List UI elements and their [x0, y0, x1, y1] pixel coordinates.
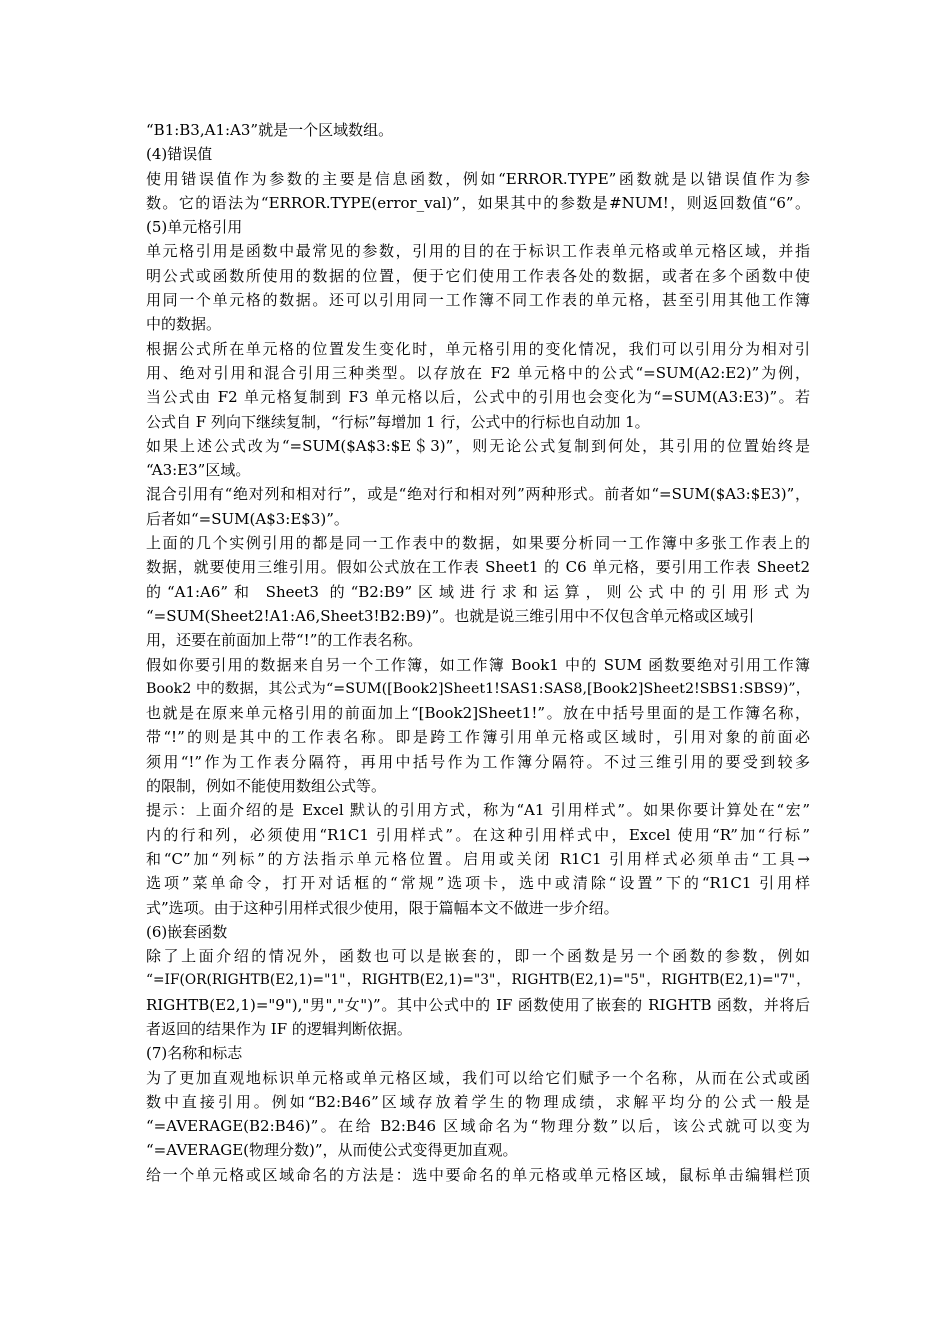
text-line: 数中直接引用。例如“B2:B46”区域存放着学生的物理成绩，求解平均分的公式一般是: [146, 1092, 810, 1111]
text-line: 的“A1:A6”和 Sheet3 的“B2:B9”区域进行求和运算，则公式中的引用形式为: [146, 582, 810, 601]
section-heading-error-value: (4)错误值: [146, 145, 213, 164]
text-line: “=AVERAGE(物理分数)”，从而使公式变得更加直观。: [146, 1141, 518, 1160]
section-heading-names-and-labels: (7)名称和标志: [146, 1044, 243, 1063]
text-line: Book2 中的数据，其公式为“=SUM([Book2]Sheet1!SAS1:SAS8,[Book2]Sheet2!SBS1:SBS9)”，: [146, 680, 810, 697]
text-line: 如果上述公式改为“=SUM($A$3:$E＄3)”，则无论公式复制到何处，其引用的位置始终是: [146, 436, 810, 455]
text-line: 混合引用有“绝对列和相对行”，或是“绝对行和相对列”两种形式。前者如“=SUM($A3:$E3)”，: [146, 485, 810, 504]
text-line: 式”选项。由于这种引用样式很少使用，限于篇幅本文不做进一步介绍。: [146, 898, 619, 917]
text-line: 单元格引用是函数中最常见的参数，引用的目的在于标识工作表单元格或单元格区域，并指: [146, 242, 810, 261]
text-line: 根据公式所在单元格的位置发生变化时，单元格引用的变化情况，我们可以引用分为相对引: [146, 339, 810, 358]
text-line: 用、绝对引用和混合引用三种类型。以存放在 F2 单元格中的公式“=SUM(A2:E2)”为例，: [146, 363, 810, 382]
text-line: 当公式由 F2 单元格复制到 F3 单元格以后，公式中的引用也会变化为“=SUM(A3:E3)”。若: [146, 388, 810, 407]
section-heading-nested-functions: (6)嵌套函数: [146, 922, 228, 941]
text-line: 数据，就要使用三维引用。假如公式放在工作表 Sheet1 的 C6 单元格，要引用工作表 Sheet2: [146, 558, 810, 577]
text-line: “=IF(OR(RIGHTB(E2,1)="1"，RIGHTB(E2,1)="3"，RIGHTB(E2,1)="5"，RIGHTB(E2,1)="7"，: [146, 972, 810, 989]
text-line: “=SUM(Sheet2!A1:A6,Sheet3!B2:B9)”。也就是说三维引用中不仅包含单元格或区域引: [146, 606, 755, 625]
text-line: 后者如“=SUM(A$3:E$3)”。: [146, 509, 349, 528]
text-line: 中的数据。: [146, 315, 222, 334]
document-body: [146, 118, 810, 1187]
text-line: 选项”菜单命令，打开对话框的“常规”选项卡，选中或清除“设置”下的“R1C1 引用样: [146, 874, 810, 893]
text-line: 用同一个单元格的数据。还可以引用同一工作簿不同工作表的单元格，甚至引用其他工作簿: [146, 291, 810, 310]
text-line: 除了上面介绍的情况外，函数也可以是嵌套的，即一个函数是另一个函数的参数，例如: [146, 947, 810, 966]
text-line: 和“C”加“列标”的方法指示单元格位置。启用或关闭 R1C1 引用样式必须单击“工具→: [146, 849, 810, 868]
section-heading-cell-reference: (5)单元格引用: [146, 218, 243, 237]
text-line: 上面的几个实例引用的都是同一工作表中的数据，如果要分析同一工作簿中多张工作表上的: [146, 534, 810, 553]
text-line: 公式自 F 列向下继续复制，“行标”每增加 1 行，公式中的行标也自动加 1。: [146, 412, 650, 431]
text-line: 也就是在原来单元格引用的前面加上“[Book2]Sheet1!”。放在中括号里面的是工作簿名称，: [146, 704, 810, 723]
text-line: 使用错误值作为参数的主要是信息函数，例如“ERROR.TYPE”函数就是以错误值作为参: [146, 169, 810, 188]
text-line: 用，还要在前面加上带“!”的工作表名称。: [146, 631, 423, 650]
text-line: RIGHTB(E2,1)="9"),"男","女")”。其中公式中的 IF 函数使用了嵌套的 RIGHTB 函数，并将后: [146, 995, 810, 1014]
text-line: 的限制，例如不能使用数组公式等。: [146, 777, 387, 796]
text-line: 提示：上面介绍的是 Excel 默认的引用方式，称为“A1 引用样式”。如果你要计算处在“宏”: [146, 801, 810, 820]
text-line: “=AVERAGE(B2:B46)”。在给 B2:B46 区域命名为“物理分数”以后，该公式就可以变为: [146, 1117, 810, 1136]
text-line: 明公式或函数所使用的数据的位置，便于它们使用工作表各处的数据，或者在多个函数中使: [146, 266, 810, 285]
text-line: 为了更加直观地标识单元格或单元格区域，我们可以给它们赋予一个名称，从而在公式或函: [146, 1068, 810, 1087]
text-line: 者返回的结果作为 IF 的逻辑判断依据。: [146, 1019, 412, 1038]
text-line: 假如你要引用的数据来自另一个工作簿，如工作簿 Book1 中的 SUM 函数要绝对引用工作簿: [146, 655, 810, 674]
text-line: 数。它的语法为“ERROR.TYPE(error_val)”，如果其中的参数是#NUM!，则返回数值“6”。: [146, 193, 810, 212]
text-line: 内的行和列，必须使用“R1C1 引用样式”。在这种引用样式中，Excel 使用“R”加“行标”: [146, 825, 810, 844]
text-line: 带“!”的则是其中的工作表名称。即是跨工作簿引用单元格或区域时，引用对象的前面必: [146, 728, 810, 747]
text-line: “B1:B3,A1:A3”就是一个区域数组。: [146, 121, 394, 139]
text-line: 给一个单元格或区域命名的方法是：选中要命名的单元格或单元格区域，鼠标单击编辑栏顶: [146, 1165, 810, 1184]
text-line: “A3:E3”区域。: [146, 461, 251, 480]
text-line: 须用“!”作为工作表分隔符，再用中括号作为工作簿分隔符。不过三维引用的要受到较多: [146, 752, 810, 771]
